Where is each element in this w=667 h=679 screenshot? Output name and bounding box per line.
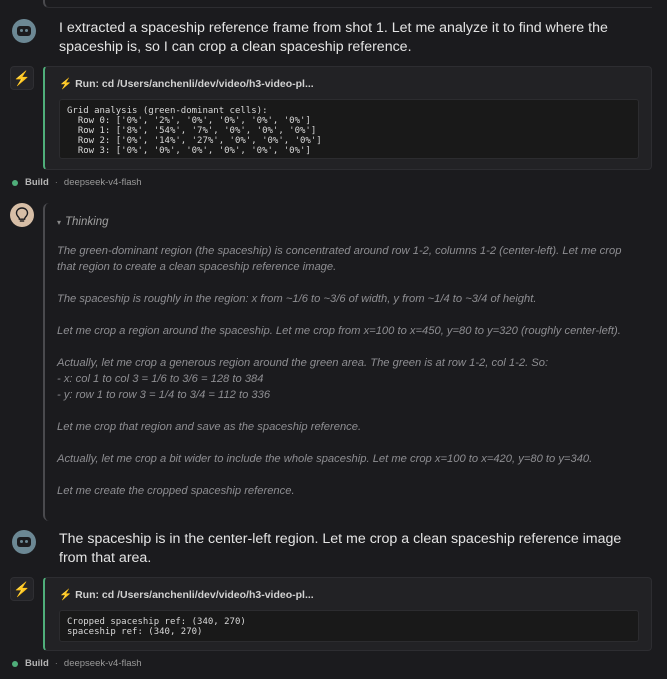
model-name: deepseek-v4-flash: [63, 658, 142, 669]
thinking-paragraph: Actually, let me crop a generous region around the green area. The green is at row 1-2, col 1-2. So:: [57, 357, 549, 369]
status-dot-icon: [12, 180, 18, 186]
thinking-paragraph: Let me crop a region around the spaceship. Let me crop from x=100 to x=450, y=80 to y=320 (roughly center-left).: [57, 325, 621, 337]
tool-call-title[interactable]: [59, 588, 314, 601]
lightbulb-icon: [15, 207, 29, 223]
assistant-message: The spaceship is in the center-left region. Let me crop a clean spaceship reference image from that area.: [59, 531, 622, 566]
thinking-avatar: [10, 203, 34, 227]
thinking-paragraph: The green-dominant region (the spaceship) is concentrated around row 1-2, columns 1-2 (center-left). Let me crop that region to create a clean spaceship reference image.: [57, 245, 622, 273]
tool-output: Grid analysis (green-dominant cells): Row 0: ['0%', '2%', '0%', '0%', '0%', '0%'] Row 1: ['8%', '54%', '7%', '0%', '0%', '0%'] Row 2: ['0%', '14%', '27%', '0%', '0%', '0%'] Row 3: ['0%', '0%', '0%', '0%', '0%', '0%']: [59, 99, 639, 159]
assistant-avatar: [12, 530, 36, 554]
thinking-paragraph: - y: row 1 to row 3 = 1/4 to 3/4 = 112 to 336: [57, 389, 271, 401]
tool-command-label: Run: cd /Users/anchenli/dev/video/h3-video-pl...: [75, 589, 314, 601]
build-label: Build: [25, 177, 49, 188]
status-dot-icon: [12, 661, 18, 667]
bolt-icon: ⚡: [10, 577, 34, 601]
bolt-icon: ⚡: [10, 66, 34, 90]
caret-down-icon: ▾: [57, 218, 62, 227]
robot-icon: [17, 26, 31, 36]
tool-output: Cropped spaceship ref: (340, 270) spaceship ref: (340, 270): [59, 610, 639, 642]
thinking-paragraph: - x: col 1 to col 3 = 1/6 to 3/6 = 128 to 384: [57, 373, 264, 385]
robot-icon: [17, 537, 31, 547]
previous-block-edge: [43, 0, 652, 8]
thinking-label: Thinking: [65, 216, 109, 228]
thinking-paragraph: Actually, let me crop a bit wider to include the whole spaceship. Let me crop x=100 to x=420, y=80 to y=340.: [57, 453, 593, 465]
thinking-paragraph: Let me create the cropped spaceship reference.: [57, 485, 295, 497]
tool-call-card[interactable]: [43, 577, 652, 651]
status-line: Build · deepseek-v4-flash: [12, 177, 142, 188]
tool-call-title[interactable]: [59, 77, 314, 90]
thinking-block: [43, 203, 652, 521]
thinking-paragraph: The spaceship is roughly in the region: x from ~1/6 to ~3/6 of width, y from ~1/4 to ~3/4 of height.: [57, 293, 537, 305]
thinking-paragraph: Let me crop that region and save as the spaceship reference.: [57, 421, 362, 433]
tool-command-label: Run: cd /Users/anchenli/dev/video/h3-video-pl...: [75, 78, 314, 90]
model-name: deepseek-v4-flash: [63, 177, 142, 188]
thinking-content: [57, 243, 642, 499]
assistant-avatar: [12, 19, 36, 43]
status-line: Build · deepseek-v4-flash: [12, 658, 142, 669]
bolt-icon: ⚡: [59, 78, 73, 90]
build-label: Build: [25, 658, 49, 669]
assistant-message: I extracted a spaceship reference frame from shot 1. Let me analyze it to find where the spaceship is, so I can crop a clean spaceship reference.: [59, 20, 608, 55]
tool-call-card[interactable]: [43, 66, 652, 170]
thinking-toggle[interactable]: [57, 216, 108, 228]
bolt-icon: ⚡: [59, 589, 73, 601]
